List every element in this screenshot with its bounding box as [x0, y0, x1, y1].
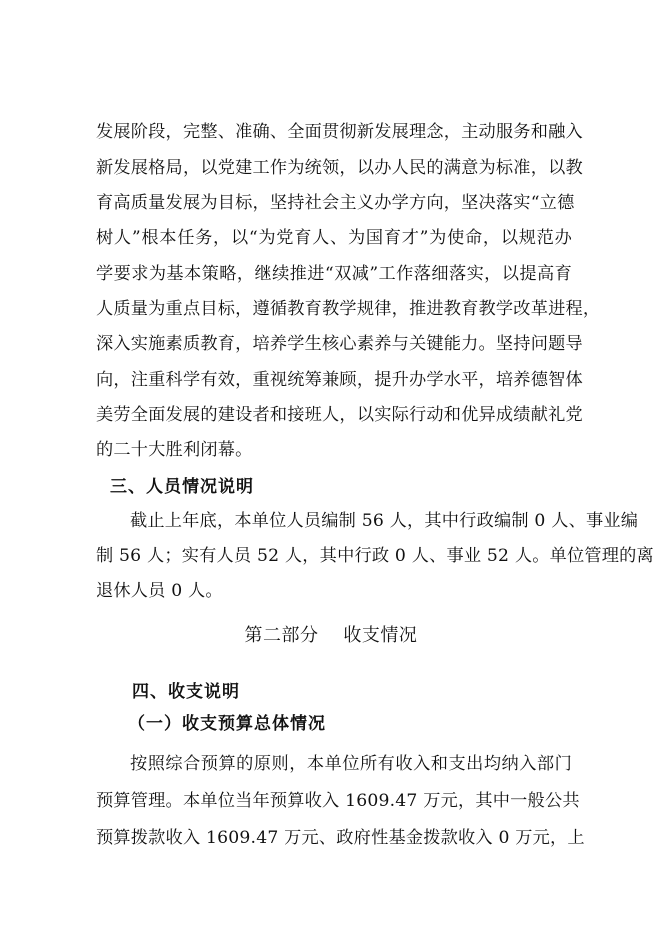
- text-line: 制 56 人；实有人员 52 人，其中行政 0 人、事业 52 人。单位管理的离: [96, 546, 654, 566]
- text-line: 发展阶段，完整、准确、全面贯彻新发展理念，主动服务和融入: [96, 122, 583, 142]
- section-heading-income-expense: 四、收支说明: [132, 682, 240, 702]
- text-line: 向，注重科学有效，重视统筹兼顾，提升办学水平，培养德智体: [96, 370, 583, 390]
- subsection-heading-budget-overview: （一）收支预算总体情况: [128, 714, 326, 734]
- text-line: 预算管理。本单位当年预算收入 1609.47 万元，其中一般公共: [96, 791, 580, 811]
- text-line: 新发展格局，以党建工作为统领，以办人民的满意为标准，以教: [96, 158, 583, 178]
- text-line: 的二十大胜利闭幕。: [96, 440, 253, 460]
- text-line: 截止上年底，本单位人员编制 56 人，其中行政编制 0 人、事业编: [130, 511, 639, 531]
- text-line: 美劳全面发展的建设者和接班人，以实际行动和优异成绩献礼党: [96, 405, 583, 425]
- text-line: 树人”根本任务，以“为党育人、为国育才”为使命，以规范办: [96, 228, 572, 248]
- text-line: 预算拨款收入 1609.47 万元、政府性基金拨款收入 0 万元，上: [96, 828, 585, 848]
- text-line: 人质量为重点目标，遵循教育教学规律，推进教育教学改革进程，: [96, 299, 601, 319]
- text-line: 育高质量发展为目标，坚持社会主义办学方向，坚决落实“立德: [96, 193, 575, 213]
- section-heading-personnel: 三、人员情况说明: [110, 477, 254, 497]
- text-line: 学要求为基本策略，继续推进“双减”工作落细落实，以提高育: [96, 264, 572, 284]
- text-line: 退休人员 0 人。: [96, 581, 223, 601]
- text-line: 按照综合预算的原则，本单位所有收入和支出均纳入部门: [130, 754, 572, 774]
- text-line: 深入实施素质教育，培养学生核心素养与关键能力。坚持问题导: [96, 334, 583, 354]
- part-title: 第二部分 收支情况: [244, 625, 418, 646]
